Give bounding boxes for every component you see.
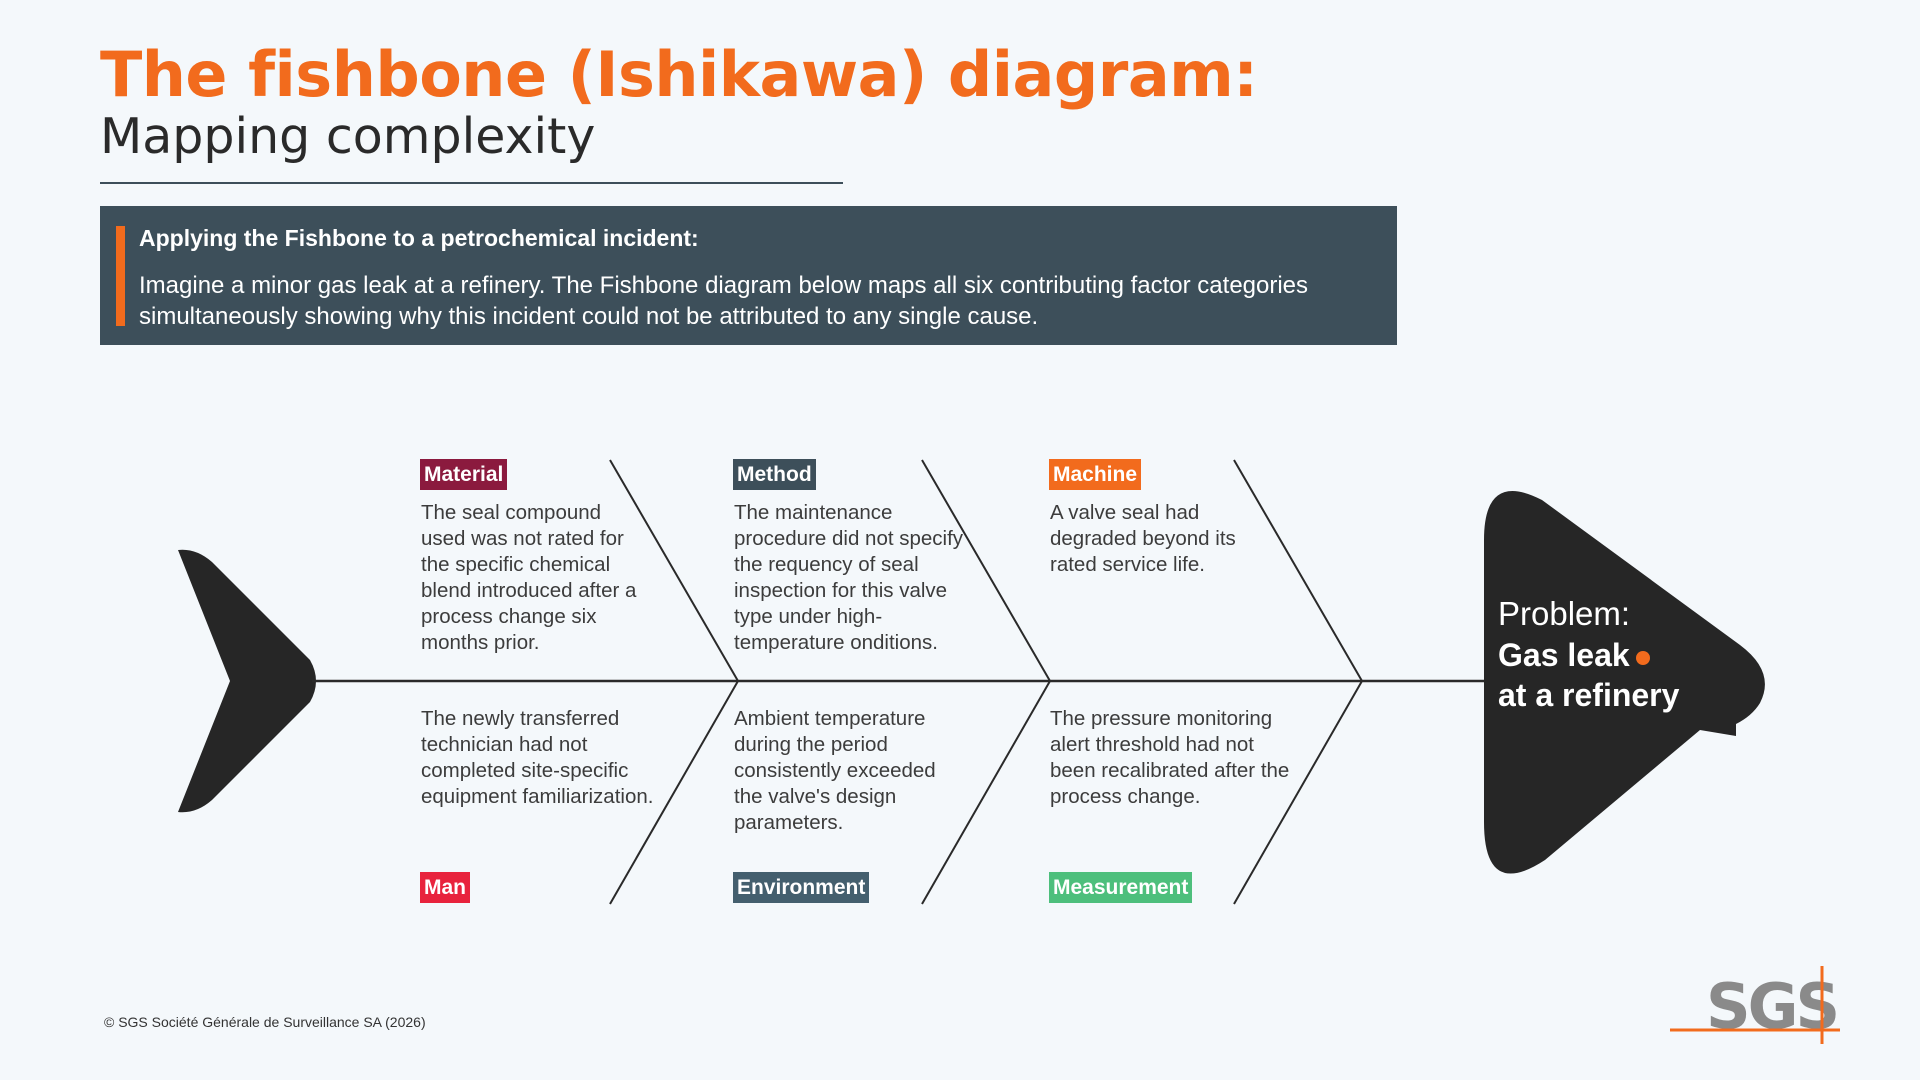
category-label-man: Man bbox=[420, 872, 470, 903]
fish-tail bbox=[178, 550, 316, 813]
page-subtitle: Mapping complexity bbox=[100, 108, 596, 165]
problem-line-2: at a refinery bbox=[1498, 677, 1680, 713]
problem-line-1 bbox=[1498, 635, 1679, 675]
intro-heading: Applying the Fishbone to a petrochemical incident: bbox=[139, 225, 699, 251]
category-label-environment: Environment bbox=[733, 872, 869, 903]
cause-text-method: The maintenance procedure did not specify the requency of seal inspection for this valve type under high-temperature onditions. bbox=[734, 501, 964, 654]
cause-text-measurement: The pressure monitoring alert threshold had not been recalibrated after the process change. bbox=[1050, 707, 1290, 808]
category-label-measurement: Measurement bbox=[1049, 872, 1192, 903]
category-label-material: Material bbox=[420, 459, 507, 490]
sgs-logo bbox=[1670, 962, 1850, 1044]
cause-text-material: The seal compound used was not rated for the specific chemical blend introduced after a process change six months prior. bbox=[421, 501, 637, 654]
copyright-notice: © SGS Société Générale de Surveillance SA (2026) bbox=[104, 1014, 426, 1030]
cause-text-man: The newly transferred technician had not completed site-specific equipment familiarization. bbox=[421, 707, 654, 808]
intro-text: Imagine a minor gas leak at a refinery. The Fishbone diagram below maps all six contributing factor categories simultaneously showing why this incident could not be attributed to any single cause. bbox=[139, 272, 1309, 330]
page-title: The fishbone (Ishikawa) diagram: bbox=[100, 38, 1258, 111]
problem-line-1-text: Gas leak bbox=[1498, 637, 1630, 673]
problem-prefix: Problem: bbox=[1498, 595, 1631, 632]
category-label-method: Method bbox=[733, 459, 816, 490]
sgs-logo-text: SGS bbox=[1706, 970, 1838, 1043]
category-label-machine: Machine bbox=[1049, 459, 1141, 490]
cause-text-environment: Ambient temperature during the period consistently exceeded the valve's design parameters. bbox=[734, 707, 936, 834]
problem-statement bbox=[1498, 594, 1679, 715]
accent-dot-icon bbox=[1636, 651, 1650, 665]
bone-machine bbox=[1234, 460, 1362, 681]
cause-text-machine: A valve seal had degraded beyond its rated service life. bbox=[1050, 501, 1236, 576]
